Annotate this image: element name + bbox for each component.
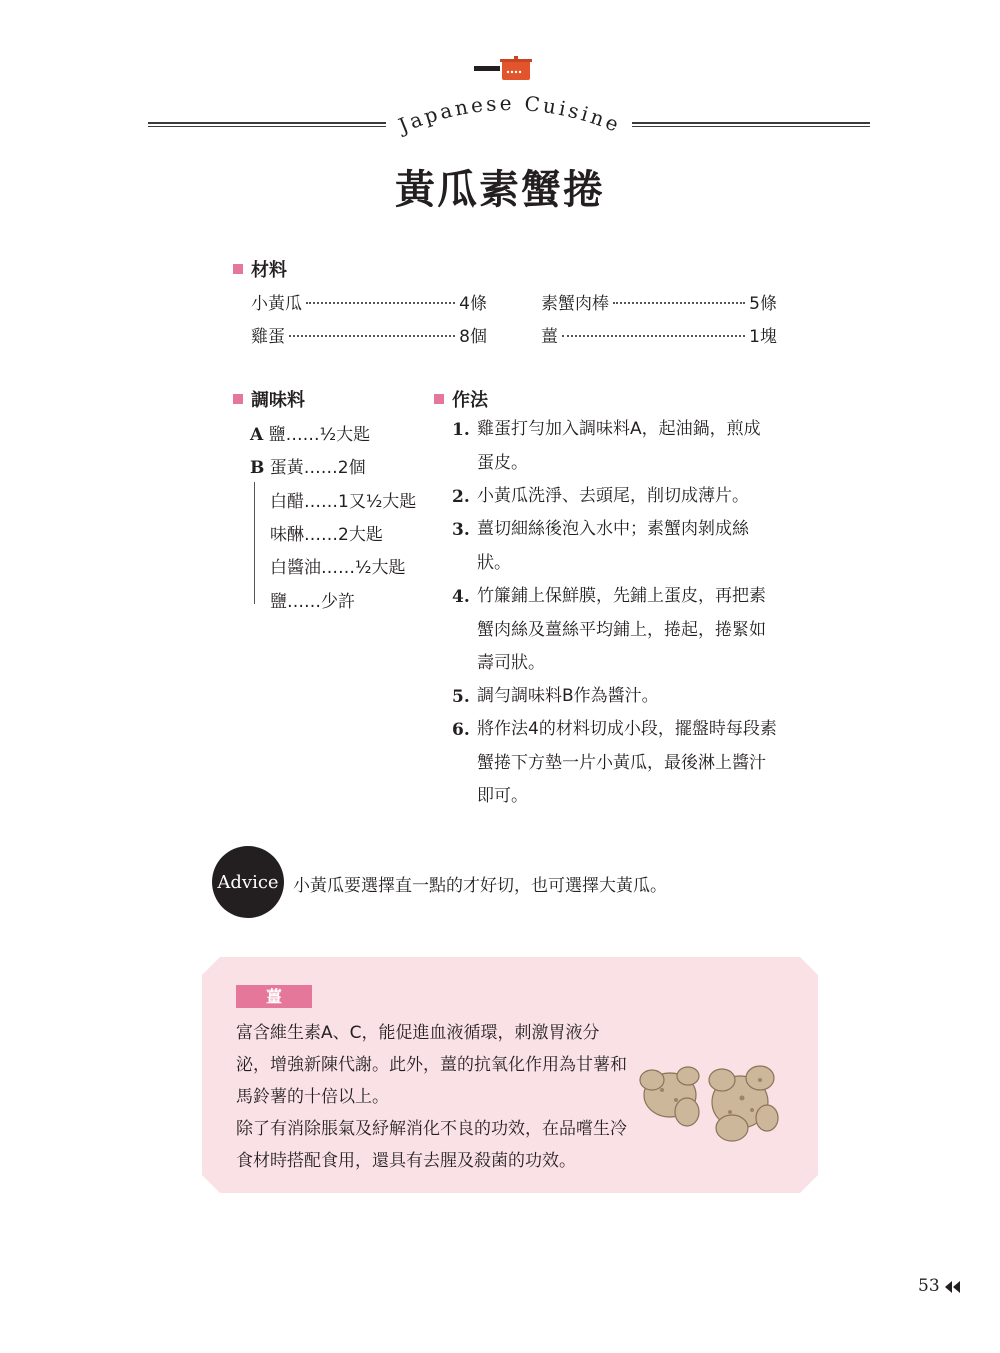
step-number: 5. (452, 687, 470, 707)
advice-badge: Advice (212, 846, 284, 918)
square-bullet-icon (233, 264, 243, 274)
seasoning-a: A 鹽……½大匙 (250, 425, 371, 445)
advice-text: 小黃瓜要選擇直一點的才好切，也可選擇大黃瓜。 (293, 876, 667, 896)
step-text: 將作法4的材料切成小段，擺盤時每段素蟹捲下方墊一片小黃瓜，最後淋上醬汁即可。 (477, 719, 777, 806)
ingredient-row: 薑 1塊 (541, 327, 777, 347)
step-number: 1. (452, 420, 470, 440)
square-bullet-icon (434, 394, 444, 404)
note-paragraph: 除了有消除脹氣及紓解消化不良的功效，在品嚐生冷食材時搭配食用，還具有去腥及殺菌的功效。 (236, 1119, 627, 1171)
seasoning-b-item: 味醂……2大匙 (270, 525, 383, 545)
seasoning-b-item: 白醋……1又½大匙 (270, 492, 417, 512)
method-heading: 作法 (434, 386, 488, 412)
ingredients-heading: 材料 (233, 256, 287, 282)
step-text: 調勻調味料B作為醬汁。 (477, 686, 659, 706)
ingredient-row: 小黃瓜 4條 (251, 294, 487, 314)
note-paragraph: 富含維生素A、C，能促進血液循環，刺激胃液分泌，增強新陳代謝。此外，薑的抗氧化作用為甘薯和馬鈴薯的十倍以上。 (236, 1023, 627, 1107)
ginger-note-text (236, 1017, 631, 1177)
square-bullet-icon (233, 394, 243, 404)
double-left-arrow-icon (945, 1281, 961, 1293)
header-rule-left (148, 122, 386, 124)
pot-icon (474, 56, 534, 82)
step-number: 6. (452, 720, 470, 740)
step-text: 竹簾鋪上保鮮膜，先鋪上蛋皮，再把素蟹肉絲及薑絲平均鋪上，捲起，捲緊如壽司狀。 (477, 586, 766, 673)
step-text: 雞蛋打勻加入調味料A，起油鍋，煎成蛋皮。 (477, 419, 761, 473)
dot-leader (306, 302, 455, 304)
dot-leader (613, 302, 745, 304)
page-number: 53 (918, 1276, 961, 1296)
seasoning-heading: 調味料 (233, 386, 305, 412)
dot-leader (562, 335, 745, 337)
category-arc (380, 86, 640, 146)
ginger-note-tag: 薑 (236, 985, 312, 1008)
seasoning-b-item: 白醬油……½大匙 (270, 558, 406, 578)
category-label: Japanese Cuisine (395, 90, 625, 138)
step-text: 薑切細絲後泡入水中；素蟹肉剝成絲狀。 (477, 519, 749, 573)
svg-text:Japanese Cuisine (393, 91, 625, 138)
header-rule-right (632, 122, 870, 124)
step-text: 小黃瓜洗淨、去頭尾，削切成薄片。 (477, 486, 749, 506)
dot-leader (289, 335, 455, 337)
ingredient-row: 雞蛋 8個 (251, 327, 487, 347)
ginger-image (632, 1040, 782, 1145)
seasoning-b-item: 鹽……少許 (270, 592, 355, 612)
step-number: 3. (452, 520, 470, 540)
seasoning-b: B 蛋黃……2個 (250, 458, 366, 478)
page-title: 黃瓜素蟹捲 (395, 167, 605, 213)
ingredient-row: 素蟹肉棒 5條 (541, 294, 777, 314)
step-number: 2. (452, 487, 470, 507)
seasoning-b-bracket (254, 482, 255, 604)
step-number: 4. (452, 587, 470, 607)
